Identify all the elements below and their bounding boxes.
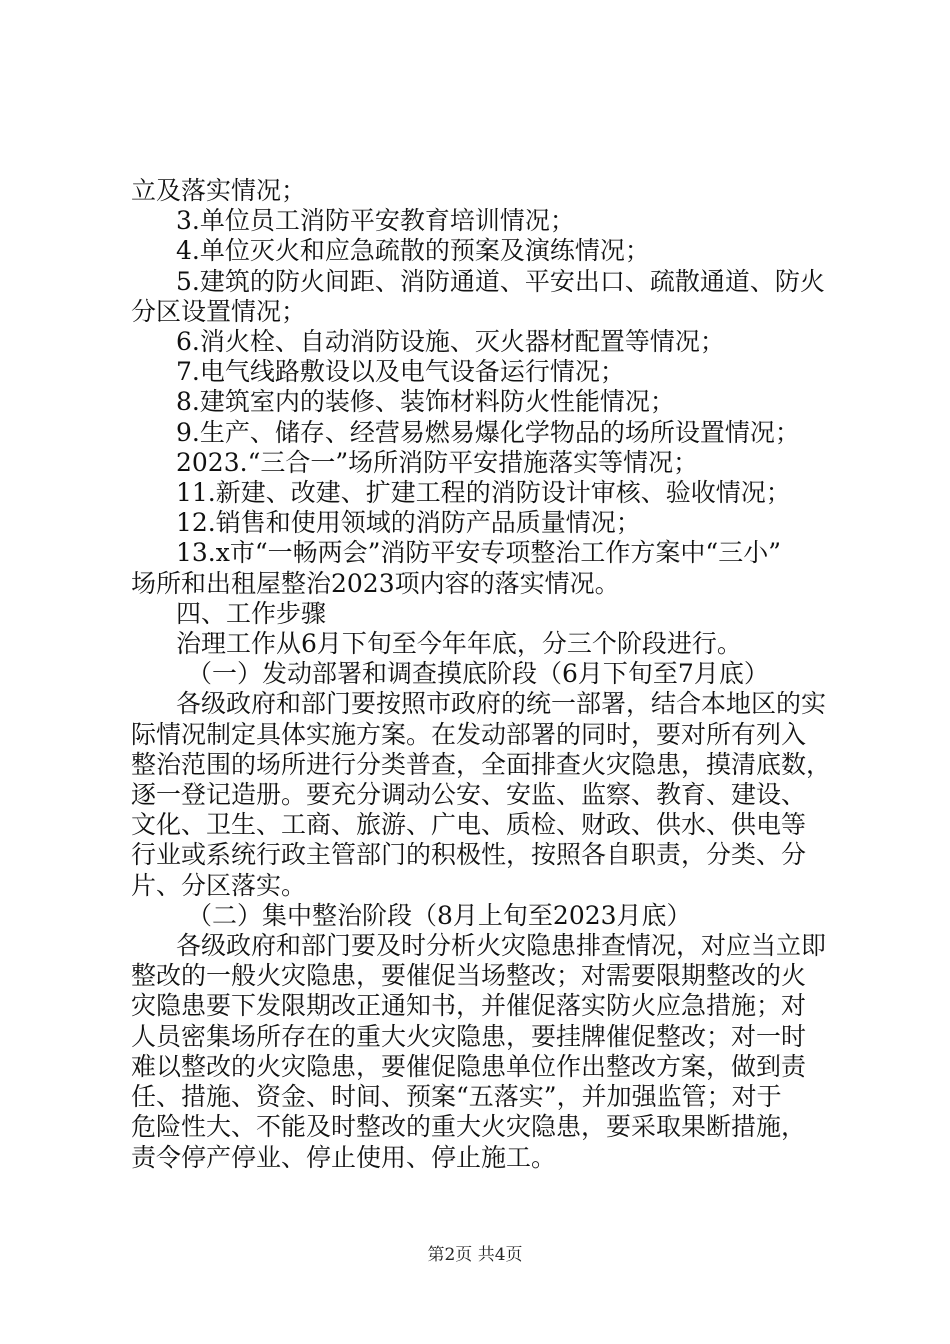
text-line: 分区设置情况； [131, 296, 307, 326]
list-item-11: 11.新建、改建、扩建工程的消防设计审核、验收情况； [176, 478, 791, 508]
text-line: 任、措施、资金、时间、预案“五落实”，并加强监管；对于 [131, 1082, 782, 1112]
paragraph-start: 各级政府和部门要按照市政府的统一部署，结合本地区的实 [176, 689, 827, 719]
text-line: 行业或系统行政主管部门的积极性，按照各自职责，分类、分 [131, 840, 807, 870]
page-number-footer: 第2页 共4页 [427, 1245, 523, 1265]
text-line: 灾隐患要下发限期改正通知书，并催促落实防火应急措施；对 [131, 991, 807, 1021]
subsection-heading: （二）集中整治阶段（8月上旬至2023月底） [187, 900, 692, 930]
list-item-12: 12.销售和使用领域的消防产品质量情况； [176, 508, 641, 538]
section-heading: 四、工作步骤 [176, 598, 327, 628]
list-item-4: 4.单位灭火和应急疏散的预案及演练情况； [176, 236, 650, 266]
text-line: 文化、卫生、工商、旅游、广电、质检、财政、供水、供电等 [131, 810, 807, 840]
list-item-5: 5.建筑的防火间距、消防通道、平安出口、疏散通道、防火 [176, 266, 825, 296]
list-item-8: 8.建筑室内的装修、装饰材料防火性能情况； [176, 387, 675, 417]
text-line: 难以整改的火灾隐患，要催促隐患单位作出整改方案，做到责 [131, 1051, 807, 1081]
list-item-6: 6.消火栓、自动消防设施、灭火器材配置等情况； [176, 327, 725, 357]
list-item-13: 13.x市“一畅两会”消防平安专项整治工作方案中“三小” [176, 538, 781, 568]
text-line: 人员密集场所存在的重大火灾隐患，要挂牌催促整改；对一时 [131, 1021, 807, 1051]
text-line: 整改的一般火灾隐患，要催促当场整改；对需要限期整改的火 [131, 961, 807, 991]
list-item-3: 3.单位员工消防平安教育培训情况； [176, 206, 575, 236]
paragraph-start: 治理工作从6月下旬至今年年底，分三个阶段进行。 [176, 629, 742, 659]
text-line: 场所和出租屋整治2023项内容的落实情况。 [131, 568, 620, 598]
list-item-7: 7.电气线路敷设以及电气设备运行情况； [176, 357, 625, 387]
text-line: 逐一登记造册。要充分调动公安、安监、监察、教育、建设、 [131, 780, 807, 810]
text-line: 责令停产停业、停止使用、停止施工。 [131, 1142, 557, 1172]
list-item-10: 2023.“三合一”场所消防平安措施落实等情况； [176, 447, 699, 477]
text-line: 整治范围的场所进行分类普查，全面排查火灾隐患，摸清底数， [131, 749, 832, 779]
text-line: 危险性大、不能及时整改的重大火灾隐患，要采取果断措施， [131, 1112, 807, 1142]
text-line: 立及落实情况； [131, 176, 307, 205]
paragraph-start: 各级政府和部门要及时分析火灾隐患排查情况，对应当立即 [176, 931, 827, 961]
text-line: 际情况制定具体实施方案。在发动部署的同时，要对所有列入 [131, 719, 807, 749]
text-line: 片、分区落实。 [131, 870, 307, 900]
list-item-9: 9.生产、储存、经营易燃易爆化学物品的场所设置情况； [176, 417, 800, 447]
document-body [131, 176, 831, 1173]
subsection-heading: （一）发动部署和调查摸底阶段（6月下旬至7月底） [187, 659, 769, 689]
